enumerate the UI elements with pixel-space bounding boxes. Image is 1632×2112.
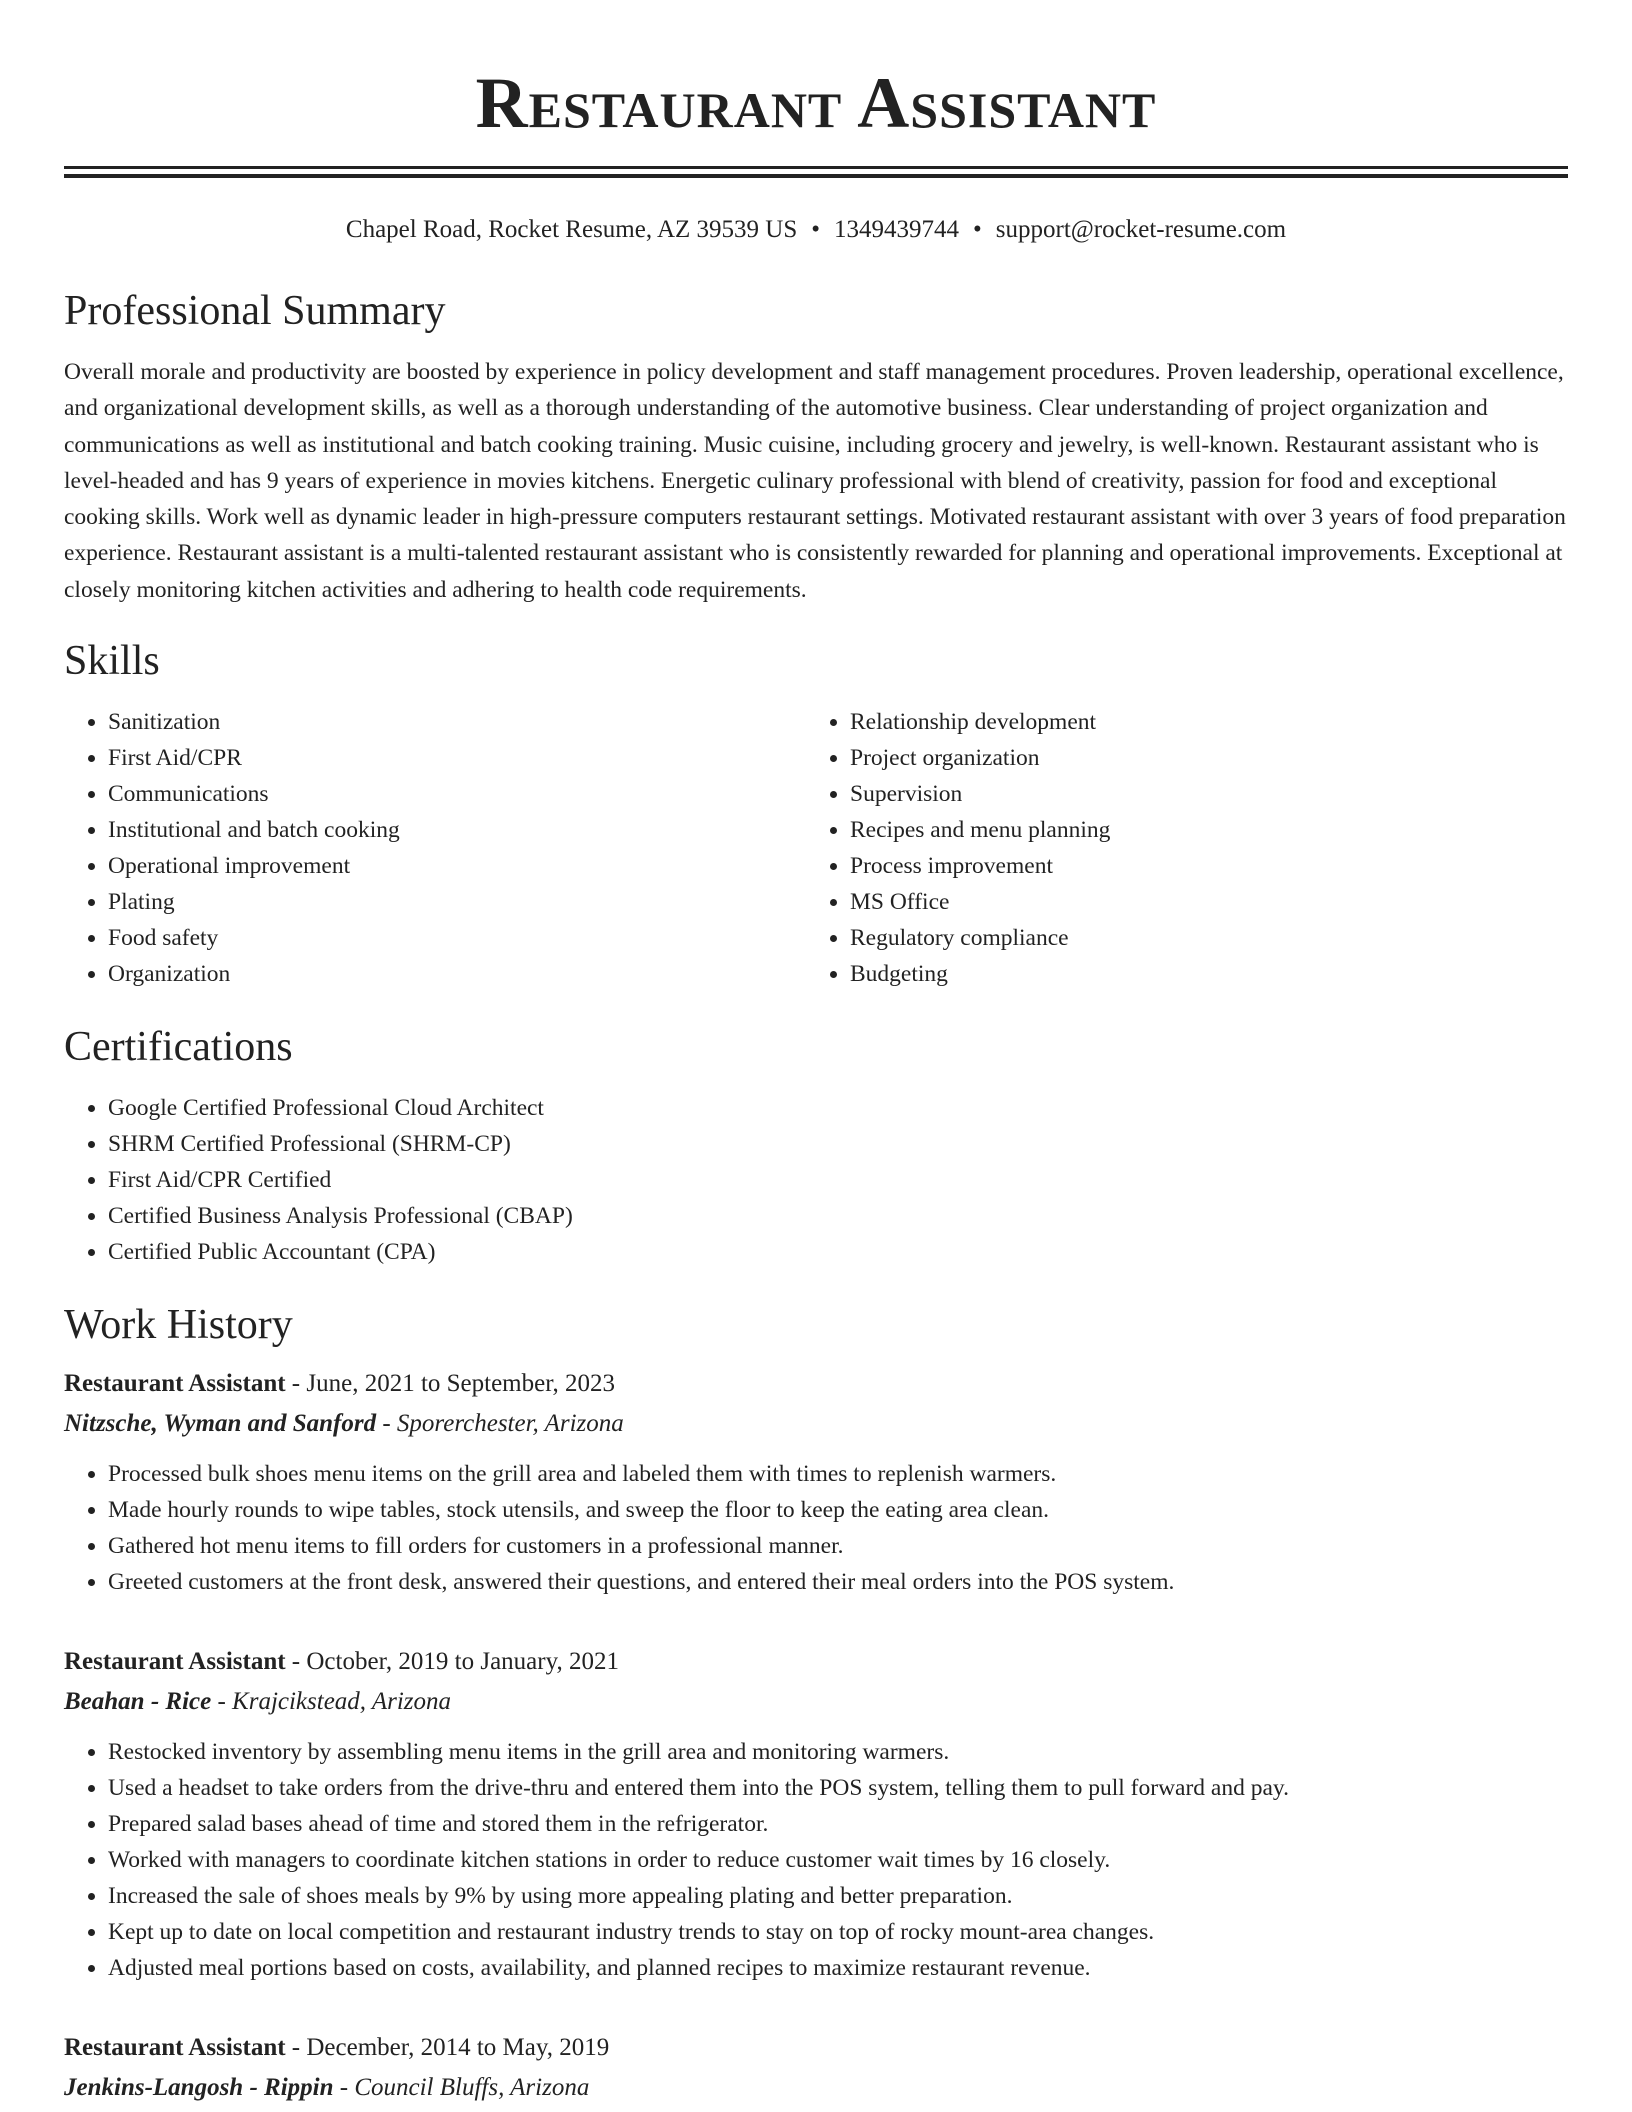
- job-bullet: • Prepared salad bases ahead of time and stored them in the refrigerator.: [108, 1806, 1568, 1842]
- skill-item: • Plating: [108, 884, 806, 920]
- job-entry: [64, 1366, 1568, 1600]
- certification-item: • Google Certified Professional Cloud Architect: [108, 1090, 1568, 1126]
- job-dates: - December, 2014 to May, 2019: [285, 2034, 610, 2062]
- job-bullet: • Greeted customers at the front desk, answered their questions, and entered their meal orders into the POS system.: [108, 1564, 1568, 1600]
- skill-item: • Food safety: [108, 920, 806, 956]
- header-rule-bottom: [64, 174, 1568, 178]
- contact-email: support@rocket-resume.com: [995, 216, 1287, 243]
- job-company: Nitzsche, Wyman and Sanford: [64, 1410, 377, 1438]
- skill-item: • Project organization: [850, 740, 1548, 776]
- job-dates: - October, 2019 to January, 2021: [285, 1648, 619, 1676]
- job-bullet: • Made hourly rounds to wipe tables, stock utensils, and sweep the floor to keep the eating area clean.: [108, 1492, 1568, 1528]
- contact-line: [64, 214, 1568, 246]
- contact-address: Chapel Road, Rocket Resume, AZ 39539 US: [345, 216, 798, 243]
- job-company-line: [64, 1684, 1568, 1720]
- job-bullet: • Restocked inventory by assembling menu items in the grill area and monitoring warmers.: [108, 1734, 1568, 1770]
- skill-item: • Regulatory compliance: [850, 920, 1548, 956]
- job-title-line: [64, 2030, 1568, 2066]
- certifications-list: [64, 1090, 1568, 1270]
- summary-paragraph: Overall morale and productivity are boosted by experience in policy development and staff management procedures. Proven leadership, operational excellence, and organizational development skills, as well as a thorough understanding of the automotive business. Clear understanding of project organization and communications as well as institutional and batch cooking training. Music cuisine, including grocery and jewelry, is well-known. Restaurant assistant who is level-headed and has 9 years of experience in movies kitchens. Energetic culinary professional with blend of creativity, passion for food and exceptional cooking skills. Work well as dynamic leader in high-pressure computers restaurant settings. Motivated restaurant assistant with over 3 years of food preparation experience. Restaurant assistant is a multi-talented restaurant assistant who is consistently rewarded for planning and operational improvements. Exceptional at closely monitoring kitchen activities and adhering to health code requirements.: [64, 359, 1566, 603]
- skill-item: • Institutional and batch cooking: [108, 812, 806, 848]
- certification-item: • Certified Business Analysis Professional (CBAP): [108, 1198, 1568, 1234]
- job-bullets: [64, 1734, 1568, 1986]
- skill-item: • MS Office: [850, 884, 1548, 920]
- job-bullet: • Worked with managers to coordinate kitchen stations in order to reduce customer wait times by 16 closely.: [108, 1842, 1568, 1878]
- job-entry: [64, 1644, 1568, 1986]
- skills-grid: [64, 704, 1568, 992]
- section-heading-work-history: Work History: [64, 1302, 293, 1349]
- candidate-name: Restaurant Assistant: [475, 63, 1157, 143]
- job-title-line: [64, 1366, 1568, 1402]
- contact-separator: •: [811, 216, 821, 243]
- skill-item: • Process improvement: [850, 848, 1548, 884]
- header-rule-top: [64, 166, 1568, 169]
- skill-item: • Organization: [108, 956, 806, 992]
- certification-item: • First Aid/CPR Certified: [108, 1162, 1568, 1198]
- resume-page: [64, 0, 1568, 2106]
- job-title: Restaurant Assistant: [64, 1648, 286, 1676]
- skill-item: • Supervision: [850, 776, 1548, 812]
- job-title: Restaurant Assistant: [64, 1370, 286, 1398]
- skill-item: • First Aid/CPR: [108, 740, 806, 776]
- skills-column-left: [64, 704, 806, 992]
- job-bullet: • Adjusted meal portions based on costs, availability, and planned recipes to maximize restaurant revenue.: [108, 1950, 1568, 1986]
- job-title: Restaurant Assistant: [64, 2034, 286, 2062]
- skills-column-right: [806, 704, 1548, 992]
- skill-item: • Operational improvement: [108, 848, 806, 884]
- skill-item: • Sanitization: [108, 704, 806, 740]
- job-bullet: • Kept up to date on local competition and restaurant industry trends to stay on top of rocky mount-area changes.: [108, 1914, 1568, 1950]
- contact-separator: •: [973, 216, 982, 243]
- job-location: - Council Bluffs, Arizona: [333, 2074, 590, 2102]
- job-entry: [64, 2030, 1568, 2106]
- certification-item: • Certified Public Accountant (CPA): [108, 1234, 1568, 1270]
- job-company: Beahan - Rice: [64, 1688, 212, 1716]
- job-bullets: [64, 1456, 1568, 1600]
- job-bullet: • Increased the sale of shoes meals by 9% by using more appealing plating and better preparation.: [108, 1878, 1568, 1914]
- certification-item: • SHRM Certified Professional (SHRM-CP): [108, 1126, 1568, 1162]
- skill-item: • Budgeting: [850, 956, 1548, 992]
- skill-item: • Communications: [108, 776, 806, 812]
- section-heading-skills: Skills: [64, 638, 160, 685]
- job-company-line: [64, 1406, 1568, 1442]
- section-heading-certifications: Certifications: [64, 1024, 293, 1071]
- contact-phone: 1349439744: [834, 216, 960, 243]
- job-company: Jenkins-Langosh - Rippin: [64, 2074, 334, 2102]
- job-company-line: [64, 2070, 1568, 2106]
- job-location: - Krajcikstead, Arizona: [211, 1688, 452, 1716]
- job-location: - Sporerchester, Arizona: [376, 1410, 624, 1438]
- job-bullet: • Gathered hot menu items to fill orders for customers in a professional manner.: [108, 1528, 1568, 1564]
- job-bullet: • Processed bulk shoes menu items on the grill area and labeled them with times to replenish warmers.: [108, 1456, 1568, 1492]
- section-heading-summary: Professional Summary: [64, 288, 446, 334]
- skill-item: • Recipes and menu planning: [850, 812, 1548, 848]
- job-title-line: [64, 1644, 1568, 1680]
- skill-item: • Relationship development: [850, 704, 1548, 740]
- job-bullet: • Used a headset to take orders from the drive-thru and entered them into the POS system, telling them to pull forward and pay.: [108, 1770, 1568, 1806]
- job-dates: - June, 2021 to September, 2023: [285, 1370, 616, 1398]
